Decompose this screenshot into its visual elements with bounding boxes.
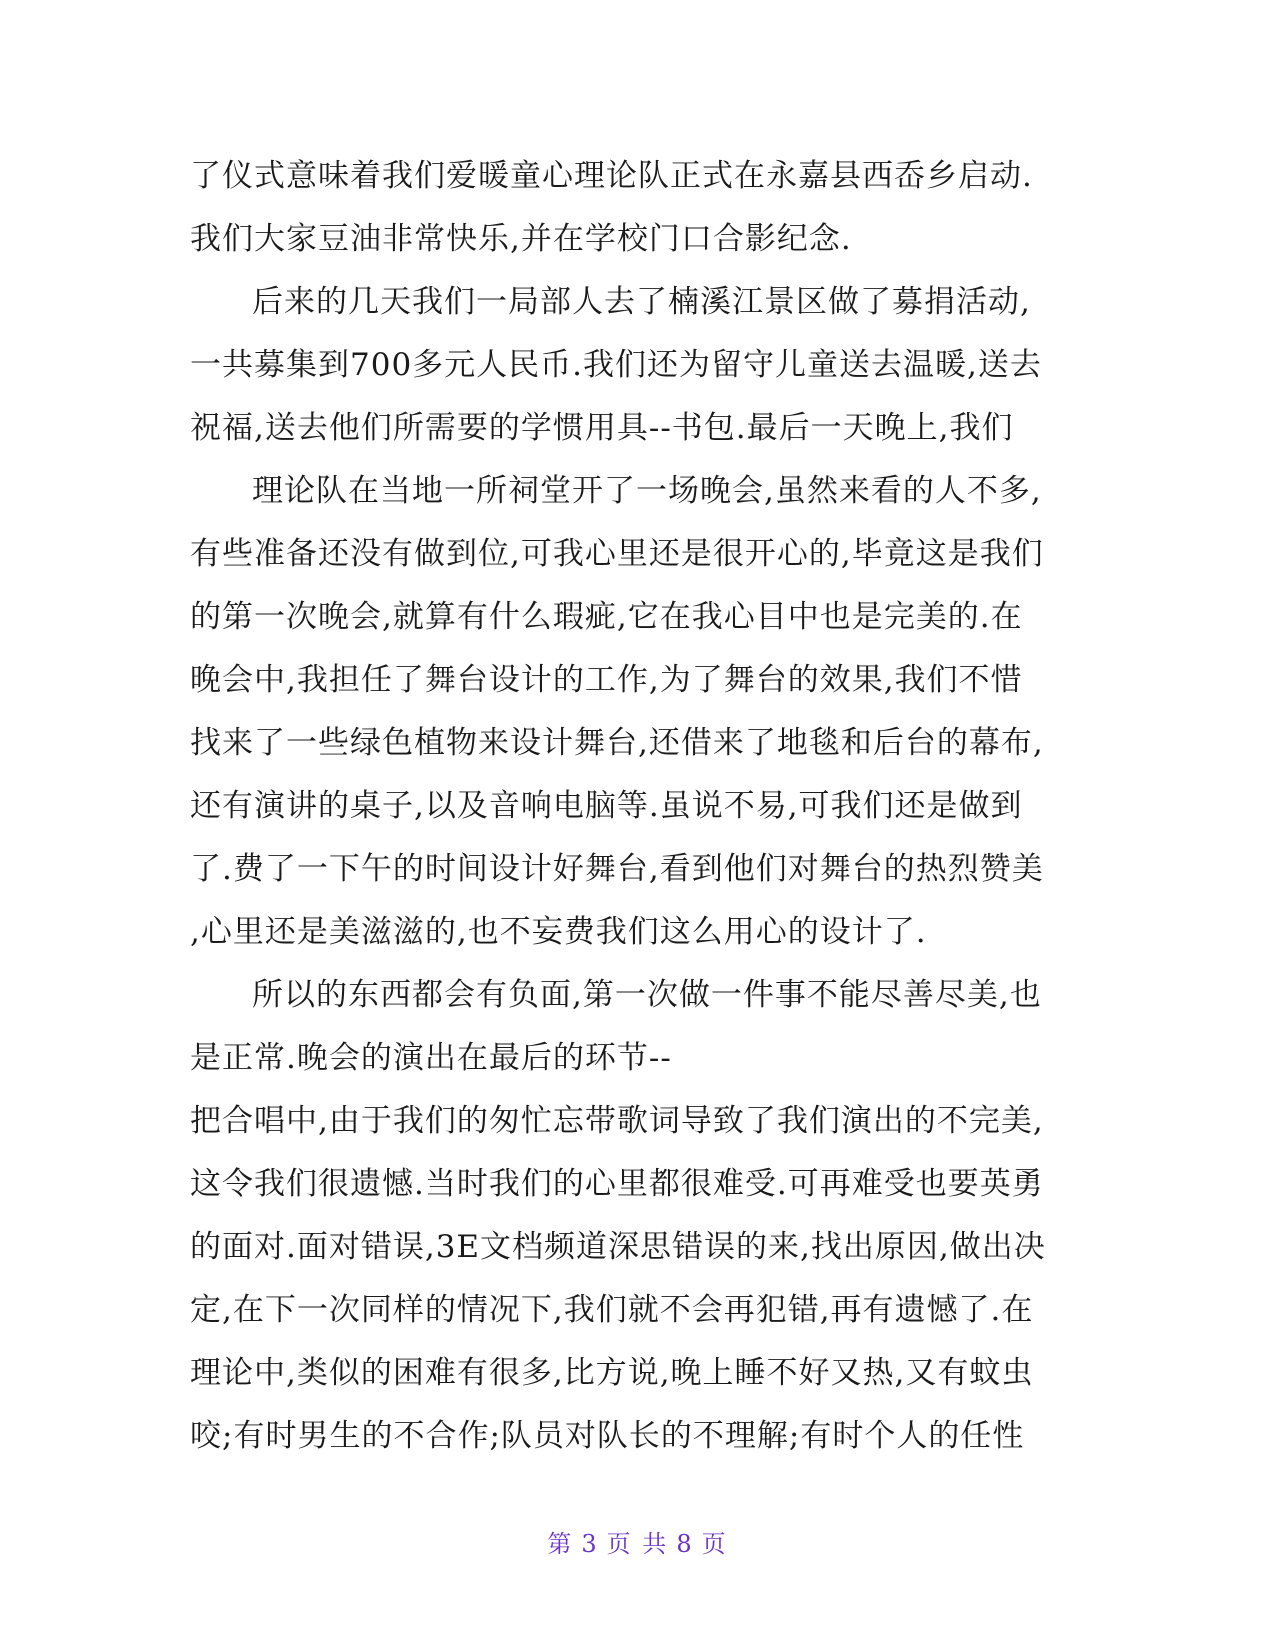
text-line: 了仪式意味着我们爱暖童心理论队正式在永嘉县西岙乡启动. bbox=[190, 158, 1033, 194]
text-line: 理论队在当地一所祠堂开了一场晚会,虽然来看的人不多, bbox=[252, 473, 1042, 509]
body-text bbox=[190, 145, 1090, 1468]
page-number-footer bbox=[0, 1524, 1275, 1559]
footer-prefix: 第 bbox=[547, 1530, 574, 1558]
text-line: 是正常.晚会的演出在最后的环节-- bbox=[190, 1040, 672, 1076]
text-line: 还有演讲的桌子,以及音响电脑等.虽说不易,可我们还是做到 bbox=[190, 788, 1023, 824]
text-line: 的第一次晚会,就算有什么瑕疵,它在我心目中也是完美的.在 bbox=[190, 599, 1023, 635]
text-line: 我们大家豆油非常快乐,并在学校门口合影纪念. bbox=[190, 221, 852, 257]
text-line: 咬;有时男生的不合作;队员对队长的不理解;有时个人的任性 bbox=[190, 1418, 1025, 1454]
current-page-number: 3 bbox=[581, 1530, 599, 1558]
text-line: 找来了一些绿色植物来设计舞台,还借来了地毯和后台的幕布, bbox=[190, 725, 1044, 761]
text-line: 祝福,送去他们所需要的学惯用具--书包.最后一天晚上,我们 bbox=[190, 410, 1014, 446]
text-line: 这令我们很遗憾.当时我们的心里都很难受.可再难受也要英勇 bbox=[190, 1166, 1044, 1202]
text-line: 后来的几天我们一局部人去了楠溪江景区做了募捐活动, bbox=[252, 284, 1031, 320]
text-line: ,心里还是美滋滋的,也不妄费我们这么用心的设计了. bbox=[190, 914, 927, 950]
footer-suffix: 页 bbox=[701, 1530, 728, 1558]
text-line: 晚会中,我担任了舞台设计的工作,为了舞台的效果,我们不惜 bbox=[190, 662, 1023, 698]
total-pages-number: 8 bbox=[676, 1530, 694, 1558]
text-line: 一共募集到700多元人民币.我们还为留守儿童送去温暖,送去 bbox=[190, 347, 1042, 383]
footer-middle: 页 共 bbox=[606, 1530, 669, 1558]
text-line: 的面对.面对错误,3E文档频道深思错误的来,找出原因,做出决 bbox=[190, 1229, 1046, 1265]
text-line: 理论中,类似的困难有很多,比方说,晚上睡不好又热,又有蚊虫 bbox=[190, 1355, 1034, 1391]
text-line: 把合唱中,由于我们的匆忙忘带歌词导致了我们演出的不完美, bbox=[190, 1103, 1044, 1139]
text-line: 有些准备还没有做到位,可我心里还是很开心的,毕竟这是我们 bbox=[190, 536, 1044, 572]
text-line: 了.费了一下午的时间设计好舞台,看到他们对舞台的热烈赞美 bbox=[190, 851, 1044, 887]
text-line: 所以的东西都会有负面,第一次做一件事不能尽善尽美,也 bbox=[252, 977, 1042, 1013]
text-line: 定,在下一次同样的情况下,我们就不会再犯错,再有遗憾了.在 bbox=[190, 1292, 1034, 1328]
